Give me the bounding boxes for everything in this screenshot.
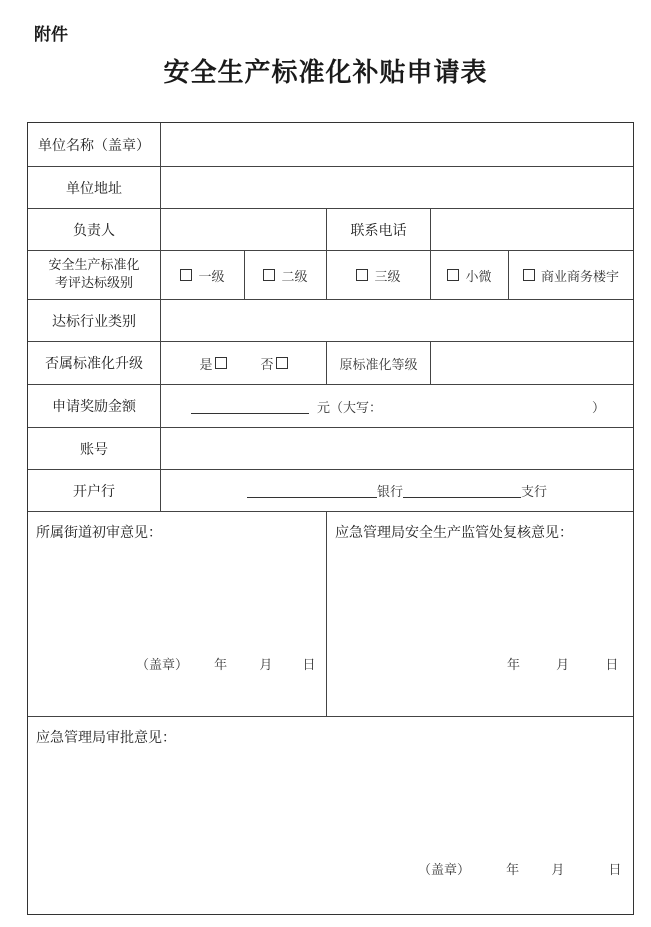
street-opinion-box[interactable] bbox=[28, 512, 326, 716]
seal-label: （盖章） bbox=[136, 658, 189, 673]
approval-signature-line bbox=[418, 859, 621, 878]
bank-field[interactable] bbox=[160, 470, 633, 511]
amount-label: 申请奖励金额 bbox=[52, 399, 136, 415]
row-unit-address bbox=[28, 166, 633, 208]
checkbox[interactable] bbox=[523, 269, 535, 281]
industry-field[interactable] bbox=[160, 300, 633, 341]
attachment-label: 附件 bbox=[34, 25, 68, 45]
checkbox[interactable] bbox=[356, 269, 368, 281]
contact-phone-field[interactable] bbox=[430, 209, 633, 250]
grade-option-5[interactable]: 商业商务楼宇 bbox=[508, 251, 633, 299]
grade-option-1[interactable]: 一级 bbox=[160, 251, 244, 299]
person-in-charge-label: 负责人 bbox=[73, 222, 115, 239]
checkbox[interactable] bbox=[180, 269, 192, 281]
seal-label: （盖章） bbox=[418, 863, 471, 878]
row-contact bbox=[28, 208, 633, 250]
grade-option-3[interactable]: 三级 bbox=[326, 251, 430, 299]
month-label: 月 bbox=[556, 658, 570, 673]
original-grade-field[interactable] bbox=[430, 342, 633, 384]
amount-field[interactable] bbox=[160, 385, 633, 427]
row-bank bbox=[28, 469, 633, 511]
row-grade bbox=[28, 250, 633, 299]
row-approval bbox=[28, 716, 633, 914]
row-opinions bbox=[28, 511, 633, 716]
account-field[interactable] bbox=[160, 428, 633, 469]
bank-name-blank[interactable] bbox=[247, 483, 377, 498]
checkbox[interactable] bbox=[447, 269, 459, 281]
unit-address-label: 单位地址 bbox=[66, 180, 122, 197]
bureau-review-box[interactable] bbox=[326, 512, 633, 716]
upgrade-no-label: 否 bbox=[260, 357, 274, 373]
bureau-review-title: 应急管理局安全生产监管处复核意见： bbox=[335, 525, 573, 541]
original-grade-label: 原标准化等级 bbox=[326, 342, 430, 384]
row-upgrade bbox=[28, 341, 633, 384]
row-amount bbox=[28, 384, 633, 427]
approval-opinion-box[interactable] bbox=[28, 717, 633, 914]
street-signature-line bbox=[136, 654, 315, 673]
unit-name-label: 单位名称（盖章） bbox=[38, 137, 150, 154]
upgrade-yes-checkbox[interactable] bbox=[215, 357, 227, 369]
bank-label: 开户行 bbox=[73, 483, 115, 500]
amount-close: ） bbox=[591, 400, 605, 416]
year-label: 年 bbox=[507, 658, 521, 673]
industry-label: 达标行业类别 bbox=[52, 313, 136, 330]
month-label: 月 bbox=[551, 863, 565, 878]
amount-unit: 元（大写： bbox=[317, 400, 383, 416]
year-label: 年 bbox=[506, 863, 520, 878]
grade-label-line2: 考评达标级别 bbox=[54, 276, 133, 291]
person-in-charge-field[interactable] bbox=[160, 209, 326, 250]
upgrade-label: 否属标准化升级 bbox=[45, 356, 143, 372]
amount-blank[interactable] bbox=[191, 399, 309, 414]
day-label: 日 bbox=[608, 863, 622, 878]
street-opinion-title: 所属街道初审意见： bbox=[36, 525, 162, 541]
contact-phone-label: 联系电话 bbox=[326, 209, 430, 250]
bank-suffix: 银行 bbox=[376, 485, 403, 500]
unit-name-field[interactable] bbox=[160, 123, 633, 166]
day-label: 日 bbox=[605, 658, 619, 673]
row-unit-name bbox=[28, 123, 633, 166]
upgrade-no-checkbox[interactable] bbox=[276, 357, 288, 369]
approval-title: 应急管理局审批意见： bbox=[36, 730, 176, 746]
grade-option-4[interactable]: 小微 bbox=[430, 251, 508, 299]
unit-address-field[interactable] bbox=[160, 167, 633, 208]
checkbox[interactable] bbox=[263, 269, 275, 281]
branch-suffix: 支行 bbox=[521, 485, 548, 500]
upgrade-yes-label: 是 bbox=[199, 357, 213, 373]
grade-label bbox=[28, 251, 160, 299]
month-label: 月 bbox=[259, 658, 273, 673]
day-label: 日 bbox=[302, 658, 316, 673]
row-account bbox=[28, 427, 633, 469]
grade-option-2[interactable]: 二级 bbox=[244, 251, 326, 299]
form-title: 安全生产标准化补贴申请表 bbox=[163, 58, 488, 88]
upgrade-choice bbox=[160, 342, 326, 384]
bureau-review-signature-line bbox=[507, 654, 618, 673]
application-form bbox=[27, 122, 634, 915]
year-label: 年 bbox=[214, 658, 228, 673]
grade-label-line1: 安全生产标准化 bbox=[48, 258, 140, 273]
branch-name-blank[interactable] bbox=[403, 483, 521, 498]
account-label: 账号 bbox=[80, 441, 108, 458]
row-industry bbox=[28, 299, 633, 341]
